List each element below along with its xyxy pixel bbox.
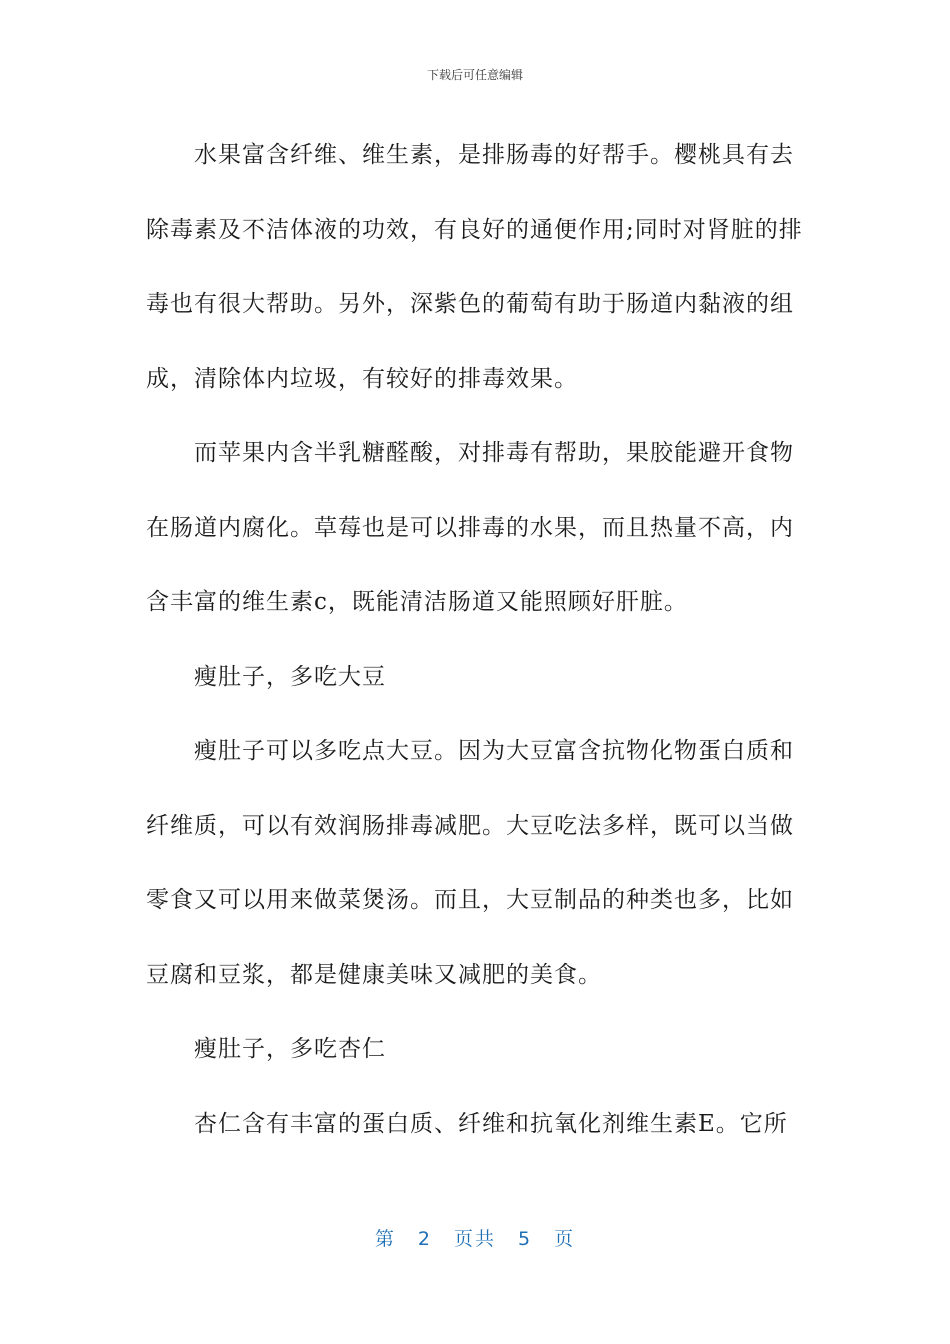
header-note: 下载后可任意编辑 bbox=[426, 68, 523, 82]
footer-suffix: 页 bbox=[554, 1228, 576, 1250]
page-footer bbox=[0, 1224, 950, 1251]
footer-total-pages: 5 bbox=[518, 1228, 533, 1250]
footer-current-page: 2 bbox=[417, 1228, 432, 1250]
section-heading-soybean: 瘦肚子，多吃大豆 bbox=[194, 663, 386, 690]
section-heading-almond: 瘦肚子，多吃杏仁 bbox=[194, 1036, 386, 1062]
document-body bbox=[146, 118, 806, 1161]
paragraph-apple-strawberry: 而苹果内含半乳糖醛酸，对排毒有帮助，果胶能避开食物在肠道内腐化。草莓也是可以排毒的水果，而且热量不高，内含丰富的维生素c，既能清洁肠道又能照顾好肝脏。 bbox=[146, 440, 794, 615]
footer-prefix: 第 bbox=[374, 1228, 396, 1250]
paragraph-almond: 杏仁含有丰富的蛋白质、纤维和抗氧化剂维生素E。它所 bbox=[194, 1110, 788, 1137]
footer-middle: 页共 bbox=[453, 1228, 496, 1250]
paragraph-fruits: 水果富含纤维、维生素，是排肠毒的好帮手。樱桃具有去除毒素及不洁体液的功效，有良好的通便作用;同时对肾脏的排毒也有很大帮助。另外，深紫色的葡萄有助于肠道内黏液的组成，清除体内垃圾，有较好的排毒效果。 bbox=[146, 142, 803, 392]
paragraph-soybean: 瘦肚子可以多吃点大豆。因为大豆富含抗物化物蛋白质和纤维质，可以有效润肠排毒减肥。大豆吃法多样，既可以当做零食又可以用来做菜煲汤。而且，大豆制品的种类也多，比如豆腐和豆浆，都是健康美味又减肥的美食。 bbox=[146, 738, 794, 988]
